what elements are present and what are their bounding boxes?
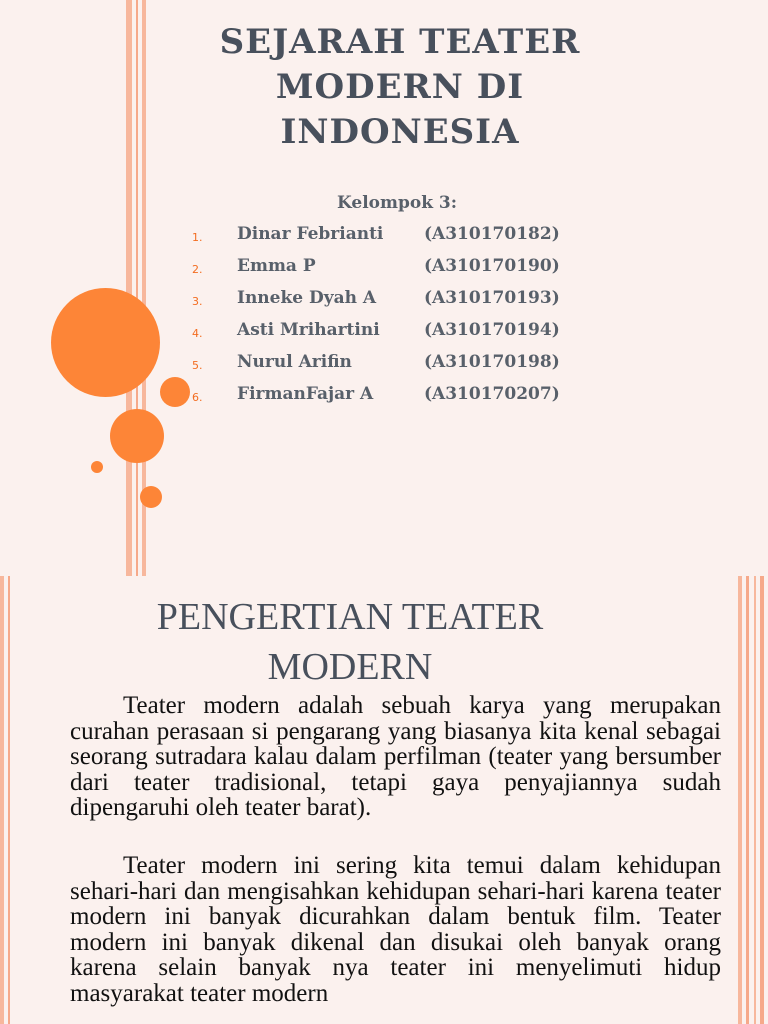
title-line: MODERN — [267, 646, 433, 688]
member-name: Emma P — [237, 256, 316, 276]
paragraph: Teater modern adalah sebuah karya yang merupakan curahan perasaan si pengarang yang biasanya kita kenal sebagai seorang sutradara kalau dalam perfilman (teater yang bersumber dari teater tradisional, tetapi gaya penyajiannya sudah dipengaruhi oleh teater barat). — [70, 692, 721, 821]
paragraph: Teater modern ini sering kita temui dalam kehidupan sehari-hari dan mengisahkan kehidupan sehari-hari karena teater modern ini banyak dicurahkan dalam bentuk film. Teater modern ini banyak dikenal dan disukai oleh banyak orang karena selain banyak nya teater ini menyelimuti hidup masyarakat teater modern — [70, 852, 721, 1007]
member-number: 1. — [192, 231, 203, 244]
title-line: PENGERTIAN TEATER — [156, 596, 544, 638]
member-id: (A310170190) — [424, 256, 560, 276]
decorative-stripe — [126, 0, 132, 576]
decorative-circle-small — [160, 377, 190, 407]
group-heading: Kelompok 3: — [337, 193, 458, 213]
decorative-circle-small — [140, 486, 162, 508]
decorative-circle-medium — [110, 409, 164, 463]
member-id: (A310170193) — [424, 288, 560, 308]
member-name: FirmanFajar A — [237, 384, 374, 404]
member-id: (A310170198) — [424, 352, 560, 372]
title-line: MODERN DI — [275, 67, 525, 107]
title-line: SEJARAH TEATER — [219, 22, 581, 62]
decorative-circle-large — [51, 288, 160, 397]
member-name: Asti Mrihartini — [237, 320, 380, 340]
member-name: Nurul Arifin — [237, 352, 352, 372]
title-line: INDONESIA — [280, 112, 520, 152]
slide-title — [170, 20, 630, 155]
decorative-stripe — [754, 576, 756, 1024]
member-number: 5. — [192, 359, 203, 372]
decorative-circle-tiny — [91, 461, 103, 473]
member-name: Inneke Dyah A — [237, 288, 377, 308]
member-id: (A310170182) — [424, 224, 560, 244]
decorative-stripe — [0, 576, 4, 1024]
decorative-stripe — [8, 576, 10, 1024]
member-number: 6. — [192, 391, 203, 404]
member-name: Dinar Febrianti — [237, 224, 384, 244]
member-number: 4. — [192, 327, 203, 340]
member-number: 3. — [192, 295, 203, 308]
member-id: (A310170207) — [424, 384, 560, 404]
decorative-stripe — [746, 576, 749, 1024]
decorative-stripe — [136, 0, 138, 576]
content-slide — [0, 576, 768, 1024]
member-id: (A310170194) — [424, 320, 560, 340]
slide-title — [120, 592, 580, 692]
decorative-stripe — [760, 576, 764, 1024]
decorative-stripe — [738, 576, 742, 1024]
member-number: 2. — [192, 263, 203, 276]
